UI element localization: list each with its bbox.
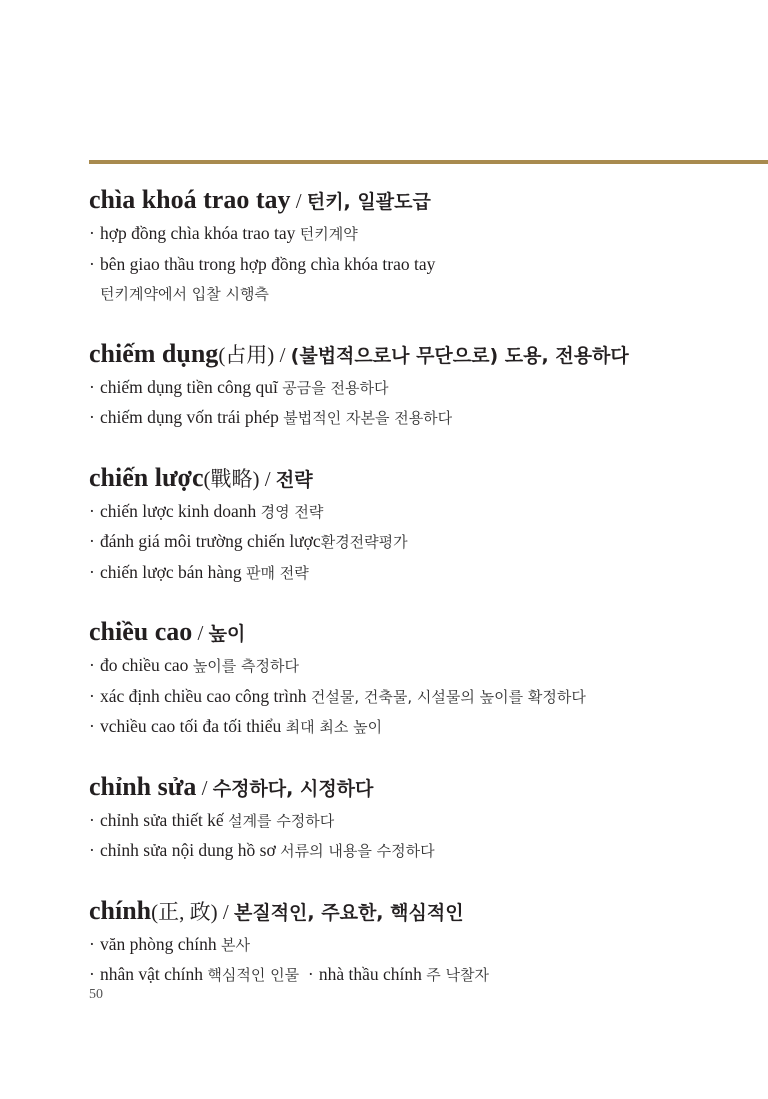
example-vietnamese: nhà thầu chính (318, 964, 422, 984)
entry-term: chính (89, 895, 152, 925)
example-line (89, 806, 759, 837)
entry-headword (89, 770, 759, 806)
entry-separator: / (196, 775, 213, 800)
entry-headword (89, 183, 759, 219)
example-korean: 턴키계약에서 입찰 시행측 (100, 285, 269, 303)
example-vietnamese: nhân vật chính (100, 964, 204, 984)
bullet: · (89, 500, 95, 521)
example-korean: 설계를 수정하다 (228, 811, 335, 830)
example-line (89, 712, 759, 743)
bullet: · (89, 933, 95, 954)
dictionary-entry (89, 461, 759, 589)
example-line (89, 403, 759, 434)
example-line (89, 497, 759, 528)
example-vietnamese: chiếm dụng vốn trái phép (100, 407, 279, 427)
example-vietnamese: văn phòng chính (100, 933, 217, 954)
bullet: · (89, 531, 95, 551)
entry-term: chỉnh sửa (89, 771, 197, 801)
example-korean: 턴키계약 (299, 225, 358, 243)
dictionary-entry (89, 337, 759, 434)
example-vietnamese: đo chiều cao (100, 655, 189, 675)
example-vietnamese: đánh giá môi trường chiến lược (100, 531, 321, 551)
bullet: · (89, 655, 95, 675)
entry-hanja: (戰略) (203, 466, 260, 491)
bullet: · (89, 840, 95, 860)
bullet: · (89, 964, 95, 984)
example-line (89, 250, 759, 280)
example-vietnamese: chỉnh sửa nội dung hồ sơ (100, 840, 276, 860)
entry-separator: / (192, 621, 209, 645)
entry-term: chiến lược (89, 462, 204, 492)
example-line (89, 960, 759, 991)
example-vietnamese: vchiều cao tối đa tối thiểu (100, 716, 282, 736)
entry-term: chiều cao (89, 617, 193, 646)
example-korean: 환경전략평가 (320, 533, 408, 551)
dictionary-entry (89, 183, 759, 310)
example-vietnamese: bên giao thầu trong hợp đồng chìa khóa trao tay (100, 253, 436, 274)
example-continuation (89, 279, 759, 310)
dictionary-entry (89, 894, 759, 991)
example-korean: 불법적인 자본을 전용하다 (283, 409, 453, 427)
bullet: · (89, 376, 95, 397)
example-korean: 핵심적인 인물 (207, 966, 300, 984)
bullet: · (89, 561, 95, 582)
bullet: · (89, 407, 95, 427)
example-korean: 경영 전략 (260, 502, 324, 521)
dictionary-entries (89, 183, 759, 1018)
example-korean: 주 낙찰자 (426, 966, 490, 984)
example-line (89, 219, 759, 250)
example-line (89, 930, 759, 961)
bullet: · (89, 716, 95, 736)
example-line (89, 682, 759, 713)
entry-separator: / (217, 899, 234, 924)
example-korean: 건설물, 건축물, 시설물의 높이를 확정하다 (310, 687, 586, 706)
entry-term: chìa khoá trao tay (89, 185, 291, 214)
example-korean: 최대 최소 높이 (285, 718, 383, 736)
example-vietnamese: chỉnh sửa thiết kế (100, 809, 224, 830)
entry-headword (89, 615, 759, 651)
entry-hanja: (正, 政) (151, 899, 218, 924)
example-korean: 판매 전략 (246, 563, 309, 582)
entry-meaning: (불법적으로나 무단으로) 도용, 전용하다 (290, 344, 629, 367)
example-line (89, 651, 759, 682)
entry-headword (89, 894, 759, 930)
example-korean: 본사 (221, 935, 251, 954)
entry-meaning: 본질적인, 주요한, 핵심적인 (234, 901, 464, 924)
dictionary-entry (89, 615, 759, 743)
example-line (89, 527, 759, 558)
entry-separator: / (259, 466, 276, 491)
example-line (89, 558, 759, 589)
entry-term: chiếm dụng (89, 338, 219, 368)
entry-separator: / (274, 342, 291, 367)
bullet: · (89, 685, 95, 706)
bullet: · (89, 809, 95, 830)
entry-headword (89, 461, 759, 497)
example-vietnamese: chiếm dụng tiền công quĩ (100, 376, 278, 397)
entry-meaning: 턴키, 일괄도급 (306, 191, 431, 213)
bullet: · (89, 253, 95, 274)
entry-hanja: (占用) (218, 342, 275, 367)
bullet: · (89, 223, 95, 243)
header-rule (89, 160, 768, 164)
example-line (89, 373, 759, 404)
example-korean: 서류의 내용을 수정하다 (280, 842, 435, 860)
entry-headword (89, 337, 759, 373)
entry-meaning: 수정하다, 시정하다 (212, 777, 374, 800)
dictionary-entry (89, 770, 759, 867)
bullet: · (307, 964, 314, 984)
entry-separator: / (290, 189, 307, 213)
example-vietnamese: xác định chiều cao công trình (100, 685, 307, 706)
example-line (89, 836, 759, 867)
page-number: 50 (89, 987, 103, 1002)
example-korean: 공금을 전용하다 (282, 378, 389, 397)
example-vietnamese: chiến lược kinh doanh (100, 500, 257, 521)
entry-meaning: 높이 (208, 623, 246, 645)
example-korean: 높이를 측정하다 (192, 657, 300, 675)
example-vietnamese: chiến lược bán hàng (100, 561, 242, 582)
entry-meaning: 전략 (275, 468, 313, 491)
example-vietnamese: hợp đồng chìa khóa trao tay (100, 223, 296, 243)
